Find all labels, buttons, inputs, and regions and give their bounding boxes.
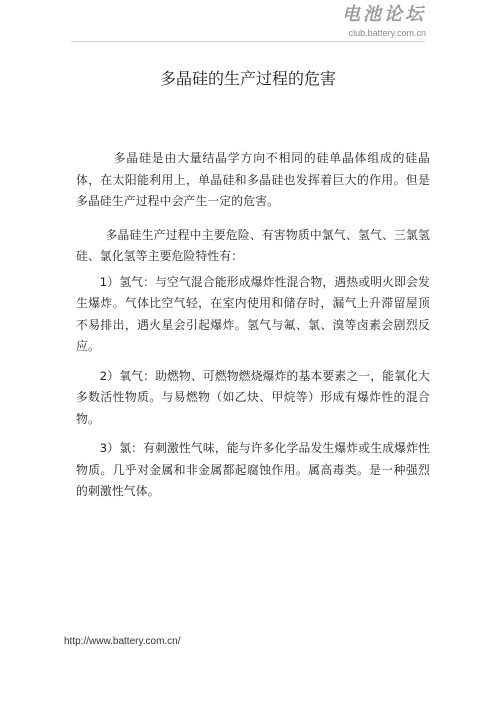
document-title: 多晶硅的生产过程的危害 bbox=[159, 69, 336, 88]
logo-text: 电池论坛 bbox=[342, 4, 426, 25]
hazards-paragraph: 多晶硅生产过程中主要危险、有害物质中氯气、氢气、三氯氢硅、氯化氢等主要危险特性有： bbox=[76, 227, 430, 263]
site-logo[interactable] bbox=[342, 4, 426, 39]
hydrogen-paragraph: 1）氢气：与空气混合能形成爆炸性混合物，遇热或明火即会发生爆炸。气体比空气轻，在室内使用和储存时，漏气上升滞留屋顶不易排出，遇火星会引起爆炸。氢气与氟、氯、溴等卤素会剧烈反应。 bbox=[76, 274, 430, 353]
document-body bbox=[76, 148, 430, 503]
header-divider bbox=[71, 41, 425, 42]
logo-url: club.battery.com.cn bbox=[348, 28, 426, 38]
intro-paragraph: 多晶硅是由大量结晶学方向不相同的硅单晶体组成的硅晶体，在太阳能利用上，单晶硅和多晶硅也发挥着巨大的作用。但是多晶硅生产过程中会产生一定的危害。 bbox=[76, 151, 430, 208]
oxygen-paragraph: 2）氧气：助燃物、可燃物燃烧爆炸的基本要素之一，能氧化大多数活性物质。与易燃物（如乙炔、甲烷等）形成有爆炸性的混合物。 bbox=[76, 368, 430, 426]
chlorine-paragraph: 3）氯：有刺激性气味，能与许多化学品发生爆炸或生成爆炸性物质。几乎对金属和非金属都起腐蚀作用。属高毒类。是一种强烈的刺激性气体。 bbox=[76, 441, 430, 498]
footer-link[interactable]: http://www.battery.com.cn/ bbox=[64, 636, 181, 647]
